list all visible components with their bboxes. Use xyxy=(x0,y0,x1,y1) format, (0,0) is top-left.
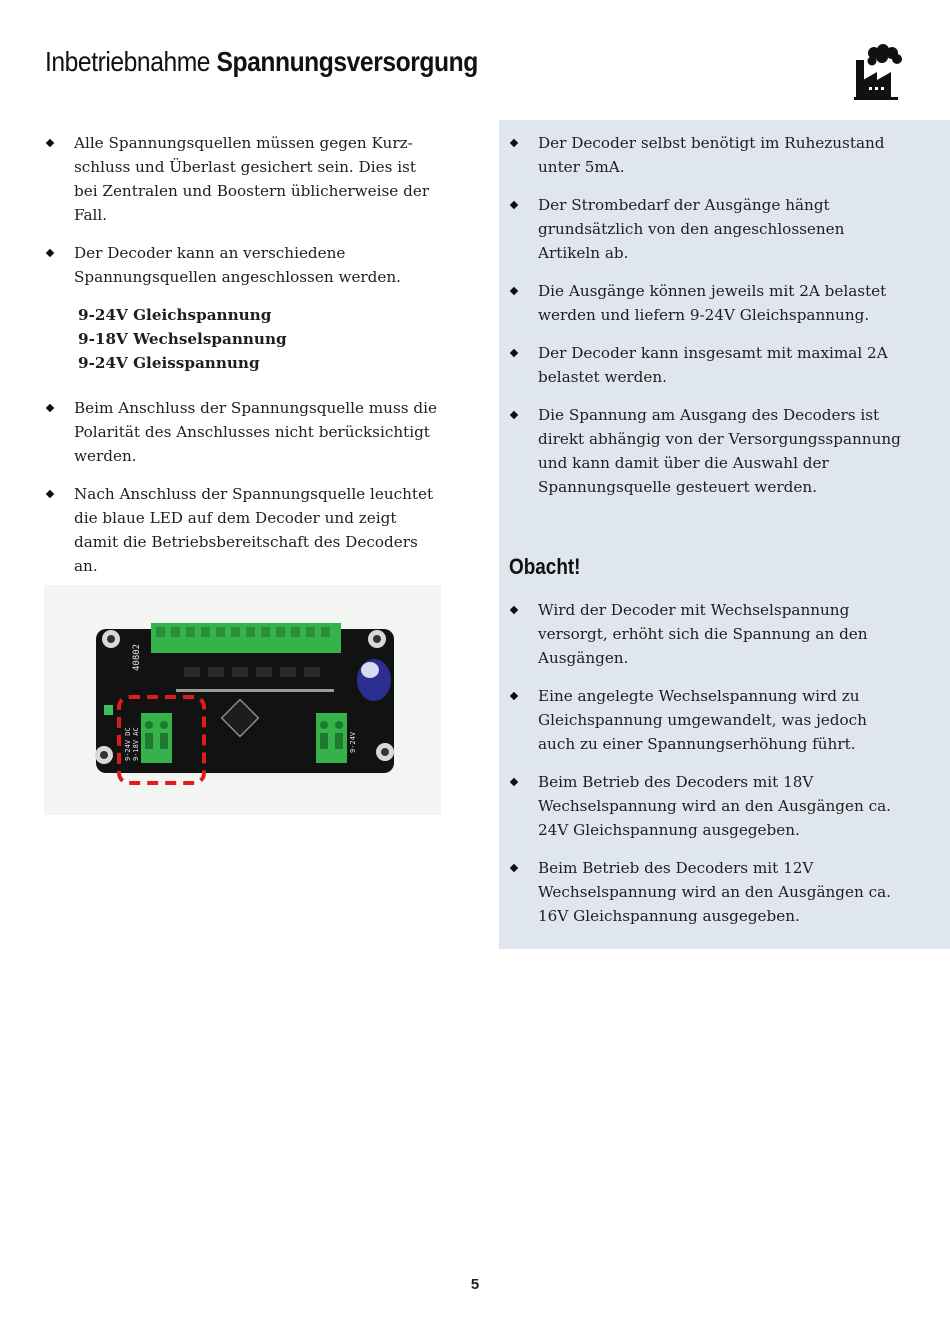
list-item: Eine angelegte Wechselspannung wird zu Gleichspannung umgewandelt, was jedoch auch zu einer Spannungserhöhung führt. xyxy=(508,684,908,756)
warning-heading: Obacht! xyxy=(509,554,581,579)
input-dc-label: 9-24V DC xyxy=(124,727,132,761)
spec-item: 9-18V Wechselspannung xyxy=(78,330,287,348)
list-item: Beim Betrieb des Decoders mit 12V Wechselspannung wird an den Ausgängen ca. 16V Gleichspannung ausgegeben. xyxy=(508,856,908,928)
list-item: Die Ausgänge können jeweils mit 2A belastet werden und liefern 9-24V Gleichspannung. xyxy=(508,279,908,327)
spec-item: 9-24V Gleisspannung xyxy=(78,354,260,372)
list-item: Der Decoder kann insgesamt mit maximal 2A belastet werden. xyxy=(508,341,908,389)
factory-icon xyxy=(852,44,902,100)
page-title xyxy=(45,46,478,78)
left-column xyxy=(44,131,444,592)
board-id-label: 40802 xyxy=(132,643,142,671)
page-title-light: Inbetriebnahme xyxy=(45,46,211,77)
list-item: Die Spannung am Ausgang des Decoders ist direkt abhängig von der Versorgungsspannung und kann damit über die Auswahl der Spannungsquelle gesteuert werden. xyxy=(508,403,908,499)
voltage-spec-list xyxy=(44,303,444,375)
output-voltage-label: 9-24V xyxy=(349,731,357,753)
right-column xyxy=(508,131,908,513)
warning-list xyxy=(508,598,908,942)
spec-item: 9-24V Gleichspannung xyxy=(78,306,272,324)
list-item: Wird der Decoder mit Wechselspannung versorgt, erhöht sich die Spannung an den Ausgängen. xyxy=(508,598,908,670)
list-item: Beim Betrieb des Decoders mit 18V Wechselspannung wird an den Ausgängen ca. 24V Gleichspannung ausgegeben. xyxy=(508,770,908,842)
input-ac-label: 9-18V AC xyxy=(132,727,140,761)
page-title-bold: Spannungsversorgung xyxy=(216,46,478,77)
page-number: 5 xyxy=(470,1276,480,1293)
list-item: Beim Anschluss der Spannungsquelle muss die Polarität des Anschlusses nicht berücksichtigt werden. xyxy=(44,396,444,468)
list-item: Der Decoder kann an verschiedene Spannungsquellen angeschlossen werden. xyxy=(44,241,444,289)
list-item: Nach Anschluss der Spannungsquelle leuchtet die blaue LED auf dem Decoder und zeigt damit die Betriebsbereitschaft des Decoders an. xyxy=(44,482,444,578)
decoder-photo xyxy=(44,585,441,815)
list-item: Der Decoder selbst benötigt im Ruhezustand unter 5mA. xyxy=(508,131,908,179)
list-item: Der Strombedarf der Ausgänge hängt grundsätzlich von den angeschlossenen Artikeln ab. xyxy=(508,193,908,265)
list-item: Alle Spannungsquellen müssen gegen Kurz-schluss und Überlast gesichert sein. Dies ist bei Zentralen und Boostern üblicherweise der Fall. xyxy=(44,131,444,227)
